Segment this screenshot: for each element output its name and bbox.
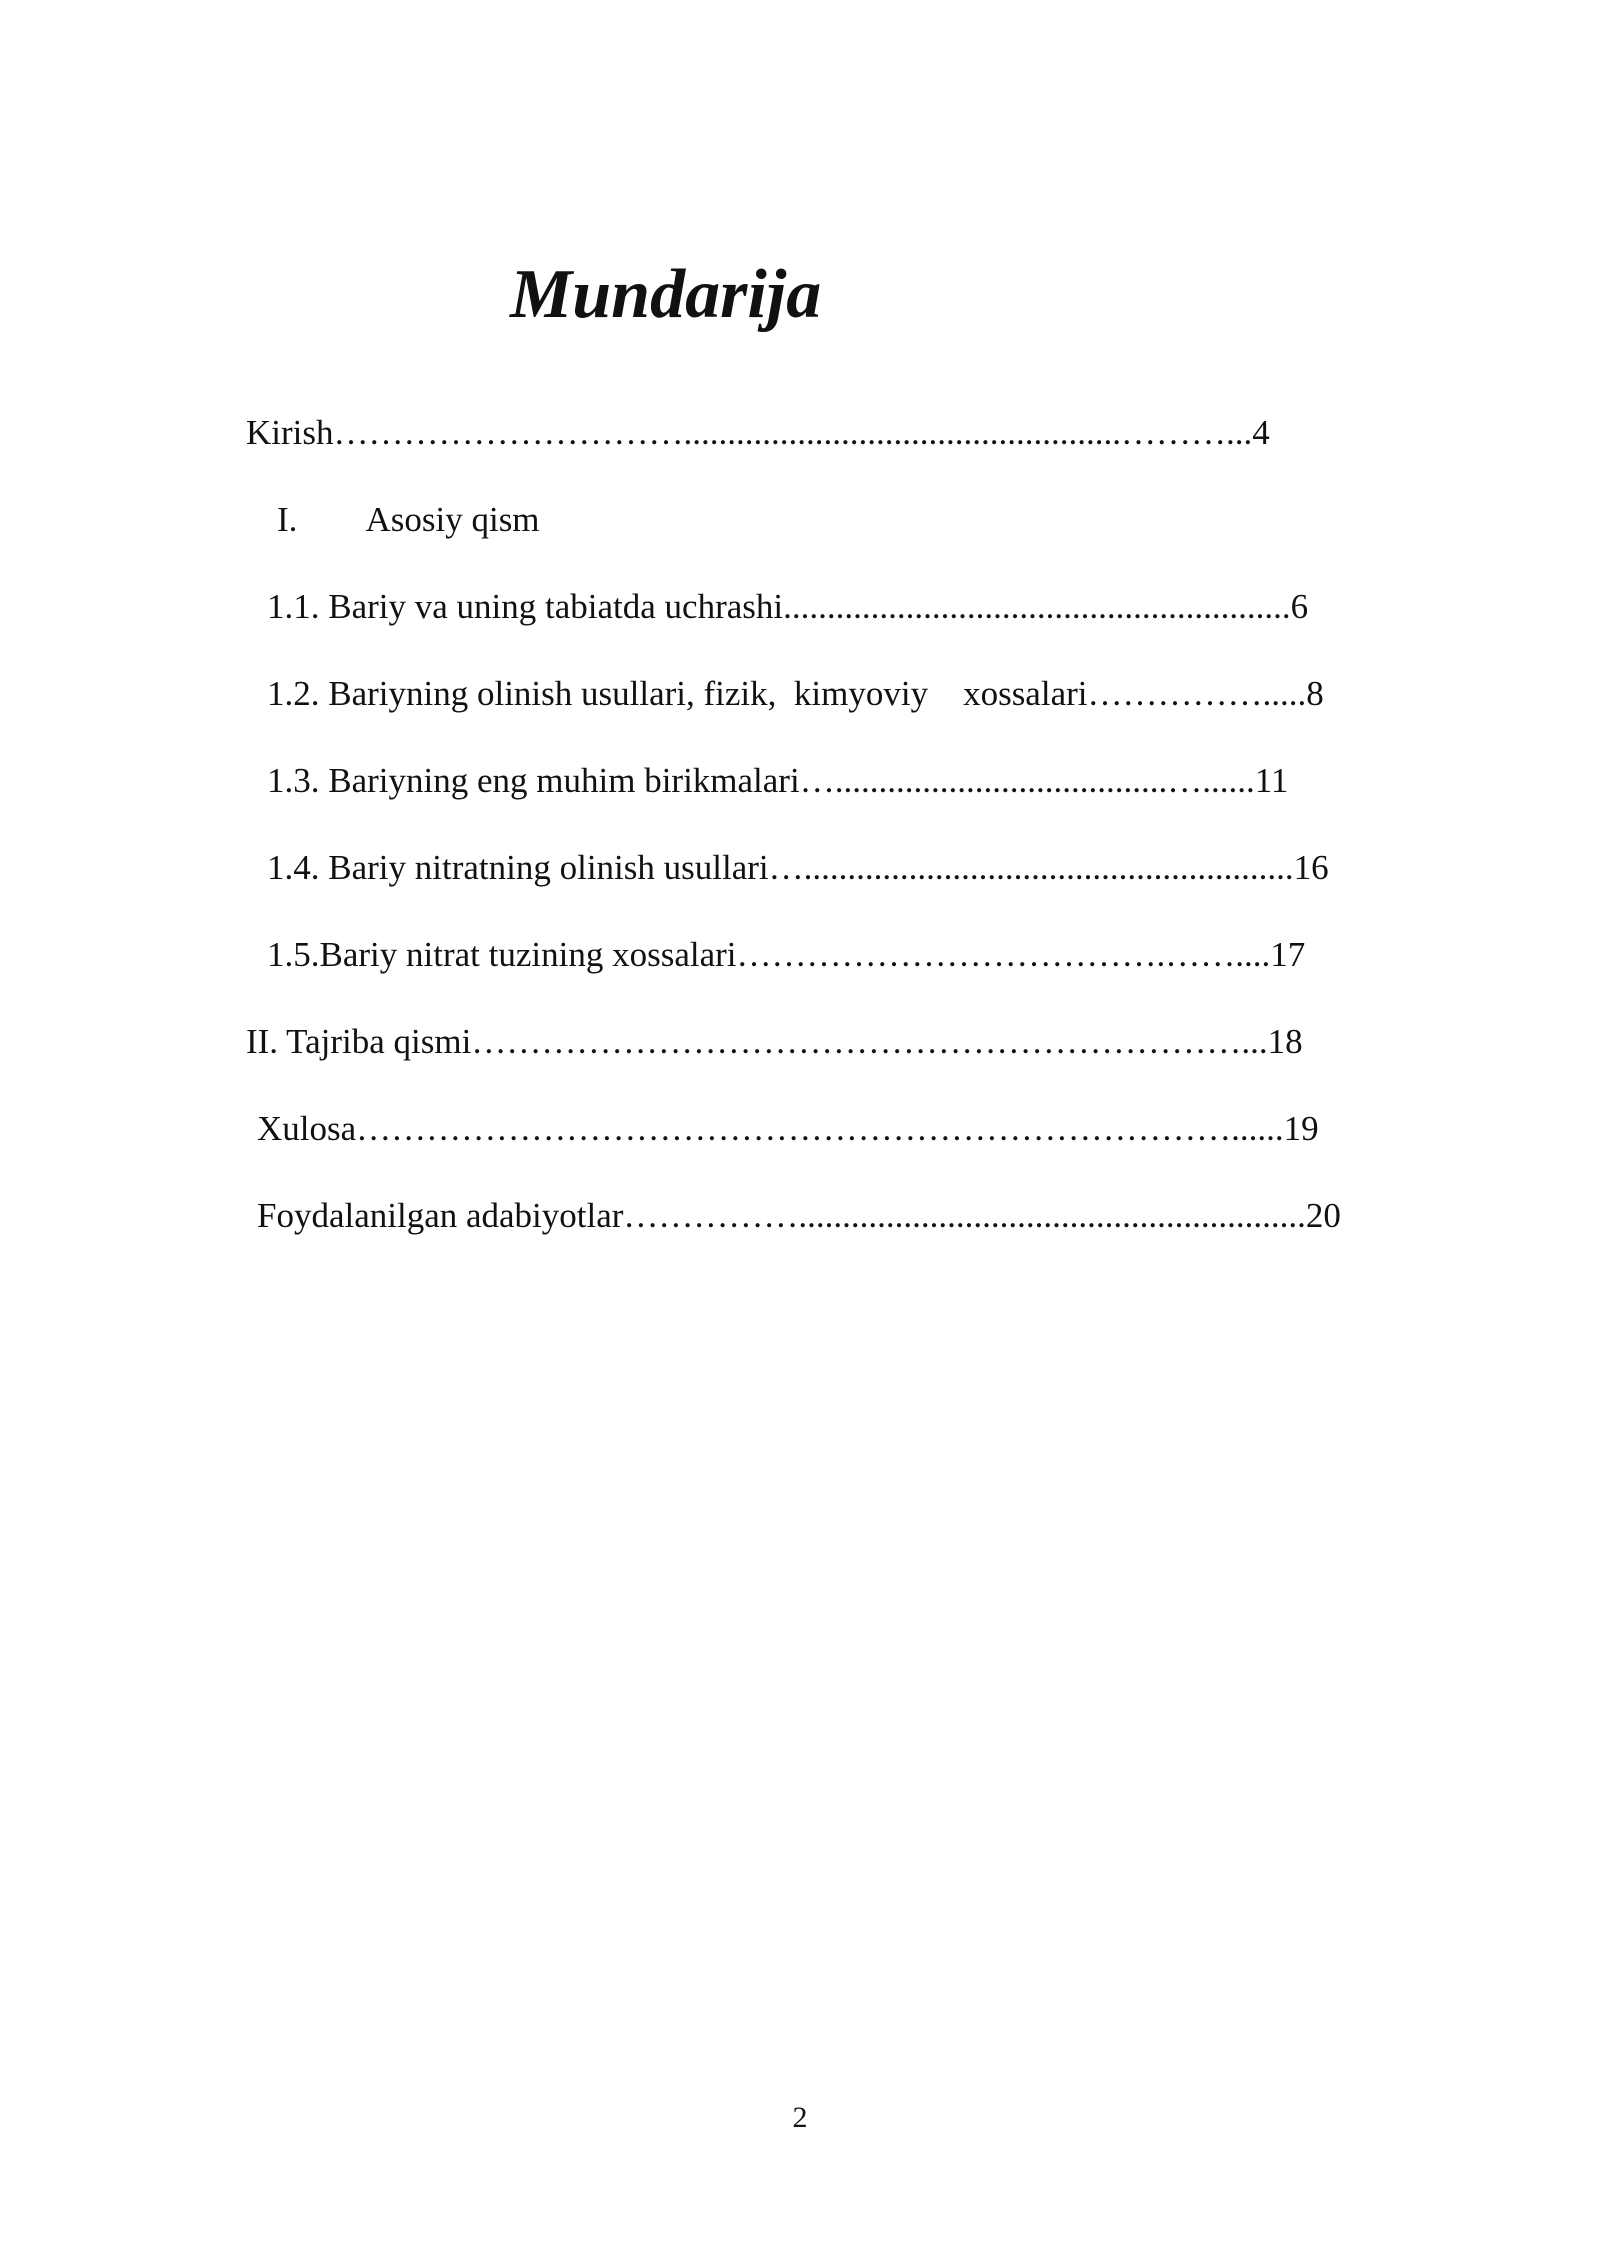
toc-entry-1-3: 1.3. Bariyning eng muhim birikmalari…......................................…......11 xyxy=(267,761,1289,800)
toc-entry-1-5: 1.5.Bariy nitrat tuzining xossalari……………………………….……....17 xyxy=(267,935,1306,974)
toc-entry-intro: Kirish…………………………..................................................………...4 xyxy=(246,413,1270,452)
toc-entry-1-4: 1.4. Bariy nitratning olinish usullari…........................................................16 xyxy=(267,848,1329,887)
page-title: Mundarija xyxy=(510,256,822,333)
toc-entry-references: Foydalanilgan adabiyotlar……………..........................................................20 xyxy=(257,1196,1341,1235)
toc-heading-section-1: I. Asosiy qism xyxy=(277,500,540,539)
page-number: 2 xyxy=(792,2101,808,2134)
toc-entry-conclusion: Xulosa…………………………………………………………………......19 xyxy=(257,1109,1319,1148)
toc-entry-section-2: II. Tajriba qismi…………………………………………………………...18 xyxy=(246,1022,1303,1061)
toc-entry-1-1: 1.1. Bariy va uning tabiatda uchrashi..........................................................6 xyxy=(267,587,1309,626)
toc-entry-1-2: 1.2. Bariyning olinish usullari, fizik, kimyoviy xossalari…………….....8 xyxy=(267,674,1324,713)
